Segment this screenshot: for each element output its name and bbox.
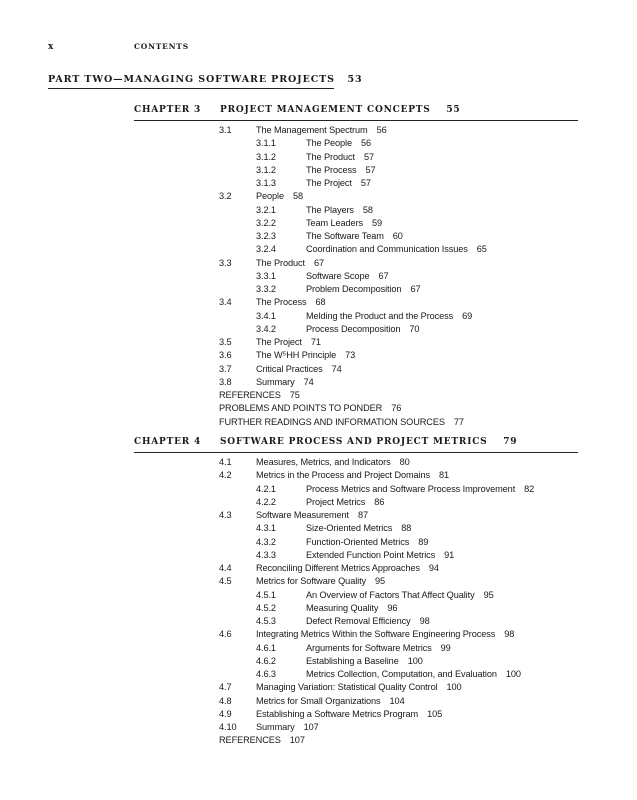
section-title: The Management Spectrum 56 [256,125,387,135]
section-title: Establishing a Baseline 100 [306,655,423,666]
section-page: 105 [427,708,443,719]
section-number: 3.1.1 [256,138,276,149]
section-number: 4.7 [219,682,232,693]
toc-entry [219,310,578,323]
section-title: Metrics in the Process and Project Domains 81 [256,470,450,481]
toc-entry [219,562,578,575]
toc-entry [219,522,578,535]
section-page: 100 [407,655,423,666]
section-title: Size-Oriented Metrics 88 [306,523,412,534]
section-page: 81 [439,470,450,481]
toc-entry [219,190,578,203]
section-number: 4.6.1 [256,642,276,653]
toc-entry [219,124,578,137]
section-number: 4.4 [219,563,232,573]
chapter-label: CHAPTER 4 [134,437,202,447]
toc-entry [219,483,578,496]
section-page: 87 [357,510,369,520]
section-page: 67 [313,257,324,268]
section-page: 67 [410,284,421,294]
section-title: The Product 57 [306,151,374,162]
toc-entry [219,323,578,336]
section-title: Metrics for Small Organizations 104 [256,695,405,706]
section-page: 76 [391,403,402,414]
section-title: The Product 67 [256,257,324,268]
section-number: 4.6 [219,629,232,640]
section-page: 58 [293,191,304,202]
section-number: 4.2.2 [256,496,276,507]
chapter-page: 79 [503,437,518,447]
section-page: 71 [310,337,321,347]
section-number: 3.6 [219,350,232,361]
toc-entry [219,230,578,243]
section-title: The Process 68 [256,297,326,308]
section-title: Establishing a Software Metrics Program 105 [256,708,443,719]
section-number: 4.10 [219,722,237,732]
page-number: x [48,42,54,52]
chapter-heading [134,437,578,451]
section-title: Problem Decomposition 67 [306,284,421,294]
section-page: 57 [360,178,371,188]
section-page: 75 [289,390,300,400]
toc-entry [219,655,578,668]
section-number: 3.2.4 [256,244,276,255]
section-title: The Process 57 [306,164,376,175]
toc-entry [219,283,578,296]
toc-entry [219,363,578,376]
section-number: 3.3.2 [256,284,276,294]
section-title: Software Scope 67 [306,270,389,281]
toc-entry [219,296,578,309]
toc-entry [219,496,578,509]
section-title: Team Leaders 59 [306,217,383,228]
toc-entry [219,734,578,747]
section-page: 107 [289,735,305,746]
toc-entry [219,217,578,230]
part-rule [48,88,334,89]
section-page: 60 [392,231,403,241]
section-title: REFERENCES 107 [219,735,305,746]
section-number: 4.2.1 [256,483,276,494]
section-page: 59 [372,217,383,228]
toc-entry [219,177,578,190]
section-page: 56 [376,125,387,135]
toc-entry [219,257,578,270]
section-page: 57 [363,151,374,162]
section-number: 3.1.2 [256,164,276,175]
toc-entry [219,137,578,150]
toc-entry [219,708,578,721]
toc-entry [219,349,578,362]
chapter-rule [134,452,578,453]
section-number: 4.2 [219,470,232,481]
section-page: 104 [389,695,405,706]
toc-entry [219,204,578,217]
section-title: Process Decomposition 70 [306,323,420,334]
section-number: 4.5.1 [256,589,276,600]
toc-entry [219,536,578,549]
section-number: 3.7 [219,363,232,374]
toc-entry [219,602,578,615]
section-page: 70 [409,323,420,334]
section-number: 3.3.1 [256,270,276,281]
section-title: The People 56 [306,138,372,149]
section-title: Summary 107 [256,722,319,732]
section-page: 65 [476,244,487,255]
toc-entry [219,389,578,402]
toc-entry [219,642,578,655]
chapter-rule [134,120,578,121]
section-number: 3.2 [219,191,232,202]
part-title: PART TWO—MANAGING SOFTWARE PROJECTS [48,74,335,85]
section-number: 3.1 [219,125,232,135]
toc-entry [219,376,578,389]
section-title: Measures, Metrics, and Indicators 80 [256,457,410,467]
section-page: 77 [453,416,464,427]
section-number: 3.1.2 [256,151,276,162]
toc-entry [219,402,578,415]
toc-entry [219,469,578,482]
section-title: Summary 74 [256,376,314,387]
section-title: Coordination and Communication Issues 65 [306,244,487,255]
section-page: 68 [315,297,326,308]
section-number: 4.9 [219,708,232,719]
section-title: Process Metrics and Software Process Improvement 82 [306,483,535,494]
section-title: Metrics for Software Quality 95 [256,576,386,587]
section-number: 3.2.2 [256,217,276,228]
section-page: 91 [444,549,455,560]
section-page: 107 [303,722,319,732]
toc-entry [219,243,578,256]
section-page: 82 [524,483,535,494]
section-title: REFERENCES 75 [219,390,300,400]
section-number: 4.3.1 [256,523,276,534]
section-title: Melding the Product and the Process 69 [306,310,473,321]
section-page: 88 [401,523,412,534]
section-page: 89 [418,536,429,547]
chapter-4 [134,437,578,748]
section-title: Metrics Collection, Computation, and Evaluation 100 [306,669,521,679]
part-page: 53 [347,74,363,85]
toc-entry [219,270,578,283]
section-page: 73 [345,350,356,361]
toc-entry [219,456,578,469]
toc-entry [219,721,578,734]
section-page: 99 [440,642,451,653]
section-page: 100 [505,669,521,679]
section-page: 57 [365,164,376,175]
toc-entry [219,575,578,588]
section-number: 3.4.1 [256,310,276,321]
section-page: 74 [303,376,314,387]
section-number: 3.1.3 [256,178,276,188]
toc-entry [219,509,578,522]
section-title: Reconciling Different Metrics Approaches 94 [256,563,439,573]
section-title: The Players 58 [306,204,373,215]
section-page: 95 [375,576,386,587]
section-number: 4.3.2 [256,536,276,547]
toc-entry [219,628,578,641]
section-page: 98 [419,616,430,626]
section-title: The Software Team 60 [306,231,403,241]
section-title: Function-Oriented Metrics 89 [306,536,429,547]
section-title: Critical Practices 74 [256,363,342,374]
section-page: 96 [387,602,398,613]
section-title: Software Measurement 87 [256,510,369,520]
section-number: 3.8 [219,376,232,387]
section-number: 4.8 [219,695,232,706]
section-page: 67 [378,270,389,281]
section-number: 3.2.3 [256,231,276,241]
toc-entry [219,681,578,694]
section-number: 4.6.2 [256,655,276,666]
section-title: Extended Function Point Metrics 91 [306,549,455,560]
toc-entry [219,589,578,602]
section-title: Project Metrics 86 [306,496,385,507]
toc-entry [219,615,578,628]
chapter-title: PROJECT MANAGEMENT CONCEPTS 55 [220,105,461,115]
section-page: 69 [462,310,473,321]
toc-entry [219,668,578,681]
section-number: 4.3 [219,510,232,520]
section-number: 3.5 [219,337,232,347]
section-title: Integrating Metrics Within the Software Engineering Process 98 [256,629,515,640]
section-number: 4.3.3 [256,549,276,560]
toc-entry [219,151,578,164]
section-title: Arguments for Software Metrics 99 [306,642,451,653]
section-page: 74 [331,363,342,374]
section-number: 3.2.1 [256,204,276,215]
section-page: 100 [446,682,462,693]
section-number: 3.4.2 [256,323,276,334]
part-heading [48,74,363,85]
toc-entry-list [219,456,578,748]
section-page: 98 [504,629,515,640]
section-number: 4.5.3 [256,616,276,626]
section-number: 4.5 [219,576,232,587]
toc-entry [219,549,578,562]
chapter-heading [134,105,578,119]
section-page: 56 [361,138,372,149]
toc-entry [219,695,578,708]
chapter-page: 55 [446,105,461,115]
section-number: 3.3 [219,257,232,268]
section-title: The Project 57 [306,178,371,188]
section-title: Defect Removal Efficiency 98 [306,616,430,626]
section-title: People 58 [256,191,304,202]
section-number: 4.5.2 [256,602,276,613]
section-number: 3.4 [219,297,232,308]
running-head: CONTENTS [134,42,189,51]
section-number: 4.6.3 [256,669,276,679]
section-page: 58 [362,204,373,215]
section-number: 4.1 [219,457,232,467]
section-title: An Overview of Factors That Affect Quality 95 [306,589,494,600]
section-page: 95 [483,589,494,600]
toc-entry [219,164,578,177]
section-title: Managing Variation: Statistical Quality Control 100 [256,682,462,693]
chapter-3 [134,105,578,429]
section-title: The Project 71 [256,337,321,347]
chapter-label: CHAPTER 3 [134,105,202,115]
section-title: FURTHER READINGS AND INFORMATION SOURCES 77 [219,416,464,427]
section-title: The W⁵HH Principle 73 [256,350,356,361]
section-page: 94 [428,563,439,573]
section-page: 86 [374,496,385,507]
section-title: Measuring Quality 96 [306,602,398,613]
section-page: 80 [399,457,410,467]
toc-entry-list [219,124,578,429]
chapter-title: SOFTWARE PROCESS AND PROJECT METRICS 79 [220,437,518,447]
section-title: PROBLEMS AND POINTS TO PONDER 76 [219,403,402,414]
toc-entry [219,336,578,349]
toc-entry [219,416,578,429]
